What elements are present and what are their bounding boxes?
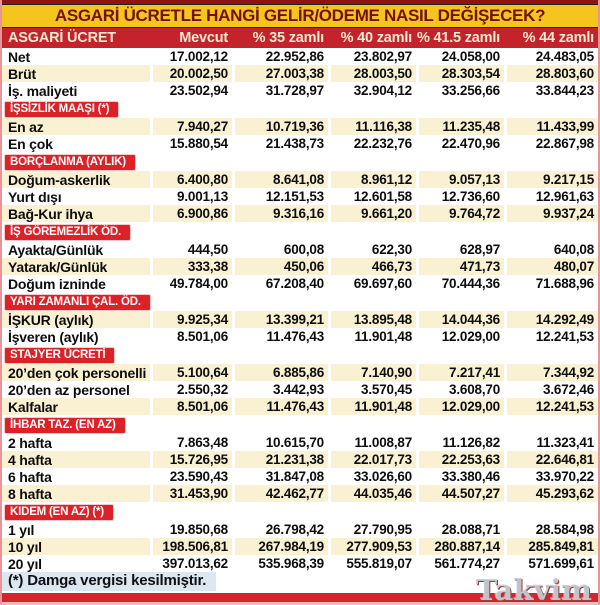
table-row xyxy=(2,485,598,502)
row-label: Ayakta/Günlük xyxy=(2,241,150,258)
cell-value: 450,06 xyxy=(232,258,328,275)
table-row xyxy=(2,241,598,258)
section-header-row xyxy=(2,345,598,364)
row-label: Doğum izninde xyxy=(2,275,150,292)
table-row xyxy=(2,171,598,188)
table-row xyxy=(2,451,598,468)
cell-value: 12.241,53 xyxy=(504,398,598,415)
cell-value: 8.961,12 xyxy=(328,171,416,188)
cell-value: 471,73 xyxy=(416,258,504,275)
cell-value: 11.126,82 xyxy=(416,434,504,451)
table-row xyxy=(2,538,598,555)
cell-value: 444,50 xyxy=(150,241,232,258)
corner-label: ASGARİ ÜCRET xyxy=(2,28,150,48)
cell-value: 33.970,22 xyxy=(504,468,598,485)
table-row xyxy=(2,82,598,99)
cell-value: 12.151,53 xyxy=(232,188,328,205)
section-badge: STAJYER ÜCRETİ xyxy=(4,347,115,364)
cell-value: 45.293,62 xyxy=(504,485,598,502)
column-header-40: % 40 zamlı xyxy=(328,28,416,48)
cell-value: 13.399,21 xyxy=(232,311,328,328)
table-row xyxy=(2,364,598,381)
cell-value: 277.909,53 xyxy=(328,538,416,555)
cell-value: 9.937,24 xyxy=(504,205,598,222)
cell-value: 11.433,99 xyxy=(504,118,598,135)
cell-value: 20.002,50 xyxy=(150,65,232,82)
cell-value: 28.803,60 xyxy=(504,65,598,82)
section-header-row xyxy=(2,99,598,118)
cell-value: 13.895,48 xyxy=(328,311,416,328)
cell-value: 7.344,92 xyxy=(504,364,598,381)
row-label: 1 yıl xyxy=(2,521,150,538)
row-label: 20’den az personel xyxy=(2,381,150,398)
cell-value: 555.819,07 xyxy=(328,555,416,572)
cell-value: 10.615,70 xyxy=(232,434,328,451)
cell-value: 466,73 xyxy=(328,258,416,275)
cell-value: 32.904,12 xyxy=(328,82,416,99)
footnote: (*) Damga vergisi kesilmiştir. xyxy=(2,572,216,591)
cell-value: 571.699,61 xyxy=(504,555,598,572)
cell-value: 27.003,38 xyxy=(232,65,328,82)
section-badge: YARI ZAMANLI ÇAL. ÖD. xyxy=(4,294,151,311)
cell-value: 6.900,86 xyxy=(150,205,232,222)
cell-value: 5.100,64 xyxy=(150,364,232,381)
cell-value: 12.601,58 xyxy=(328,188,416,205)
cell-value: 7.940,27 xyxy=(150,118,232,135)
cell-value: 33.256,66 xyxy=(416,82,504,99)
section-header-row xyxy=(2,415,598,434)
table-row xyxy=(2,398,598,415)
table-row xyxy=(2,328,598,345)
row-label: 2 hafta xyxy=(2,434,150,451)
cell-value: 49.784,00 xyxy=(150,275,232,292)
cell-value: 11.476,43 xyxy=(232,328,328,345)
cell-value: 33.380,46 xyxy=(416,468,504,485)
section-badge: BORÇLANMA (AYLIK) xyxy=(4,154,136,171)
takvim-logo: Takvim xyxy=(475,573,592,605)
cell-value: 535.968,39 xyxy=(232,555,328,572)
cell-value: 33.026,60 xyxy=(328,468,416,485)
cell-value: 12.736,60 xyxy=(416,188,504,205)
cell-value: 12.241,53 xyxy=(504,328,598,345)
cell-value: 198.506,81 xyxy=(150,538,232,555)
cell-value: 24.058,00 xyxy=(416,48,504,65)
cell-value: 23.802,97 xyxy=(328,48,416,65)
cell-value: 22.232,76 xyxy=(328,135,416,152)
section-header-row xyxy=(2,222,598,241)
cell-value: 3.608,70 xyxy=(416,381,504,398)
cell-value: 31.728,97 xyxy=(232,82,328,99)
cell-value: 33.844,23 xyxy=(504,82,598,99)
cell-value: 12.961,63 xyxy=(504,188,598,205)
cell-value: 28.584,98 xyxy=(504,521,598,538)
row-label: En çok xyxy=(2,135,150,152)
cell-value: 31.453,90 xyxy=(150,485,232,502)
section-badge: İHBAR TAZ. (EN AZ) xyxy=(4,417,126,434)
row-label: 4 hafta xyxy=(2,451,150,468)
cell-value: 11.476,43 xyxy=(232,398,328,415)
table-header-band xyxy=(2,28,598,48)
cell-value: 15.880,54 xyxy=(150,135,232,152)
cell-value: 15.726,95 xyxy=(150,451,232,468)
table-row xyxy=(2,135,598,152)
cell-value: 9.661,20 xyxy=(328,205,416,222)
table-row xyxy=(2,188,598,205)
cell-value: 19.850,68 xyxy=(150,521,232,538)
row-label: İş. maliyeti xyxy=(2,82,150,99)
cell-value: 3.570,45 xyxy=(328,381,416,398)
table-row xyxy=(2,521,598,538)
table-row xyxy=(2,48,598,65)
cell-value: 7.863,48 xyxy=(150,434,232,451)
page-title: ASGARİ ÜCRETLE HANGİ GELİR/ÖDEME NASIL DEĞİŞECEK? xyxy=(2,4,598,28)
cell-value: 24.483,05 xyxy=(504,48,598,65)
table-row xyxy=(2,205,598,222)
row-label: 20 yıl xyxy=(2,555,150,572)
cell-value: 31.847,08 xyxy=(232,468,328,485)
cell-value: 9.316,16 xyxy=(232,205,328,222)
cell-value: 28.003,50 xyxy=(328,65,416,82)
cell-value: 397.013,62 xyxy=(150,555,232,572)
cell-value: 70.444,36 xyxy=(416,275,504,292)
wage-table xyxy=(2,28,598,572)
cell-value: 22.952,86 xyxy=(232,48,328,65)
cell-value: 11.901,48 xyxy=(328,398,416,415)
table-row xyxy=(2,468,598,485)
cell-value: 8.641,08 xyxy=(232,171,328,188)
cell-value: 11.901,48 xyxy=(328,328,416,345)
cell-value: 628,97 xyxy=(416,241,504,258)
row-label: En az xyxy=(2,118,150,135)
cell-value: 22.470,96 xyxy=(416,135,504,152)
cell-value: 285.849,81 xyxy=(504,538,598,555)
header-row xyxy=(2,28,598,48)
cell-value: 6.885,86 xyxy=(232,364,328,381)
row-label: Kalfalar xyxy=(2,398,150,415)
cell-value: 2.550,32 xyxy=(150,381,232,398)
row-label: Yurt dışı xyxy=(2,188,150,205)
table-row xyxy=(2,118,598,135)
cell-value: 22.017,73 xyxy=(328,451,416,468)
cell-value: 622,30 xyxy=(328,241,416,258)
table-row xyxy=(2,434,598,451)
section-badge: KIDEM (EN AZ) (*) xyxy=(4,504,114,521)
cell-value: 8.501,06 xyxy=(150,328,232,345)
cell-value: 9.925,34 xyxy=(150,311,232,328)
cell-value: 14.044,36 xyxy=(416,311,504,328)
row-label: Bağ-Kur ihya xyxy=(2,205,150,222)
section-badge: İŞ GÖREMEZLİK ÖD. xyxy=(4,224,131,241)
cell-value: 14.292,49 xyxy=(504,311,598,328)
table-row xyxy=(2,275,598,292)
cell-value: 44.507,27 xyxy=(416,485,504,502)
cell-value: 480,07 xyxy=(504,258,598,275)
table-row xyxy=(2,311,598,328)
cell-value: 28.303,54 xyxy=(416,65,504,82)
cell-value: 11.323,41 xyxy=(504,434,598,451)
row-label: 8 hafta xyxy=(2,485,150,502)
cell-value: 22.646,81 xyxy=(504,451,598,468)
cell-value: 9.001,13 xyxy=(150,188,232,205)
cell-value: 69.697,60 xyxy=(328,275,416,292)
column-header-mevcut: Mevcut xyxy=(150,28,232,48)
cell-value: 44.035,46 xyxy=(328,485,416,502)
cell-value: 10.719,36 xyxy=(232,118,328,135)
cell-value: 23.502,94 xyxy=(150,82,232,99)
row-label: Brüt xyxy=(2,65,150,82)
row-label: İşveren (aylık) xyxy=(2,328,150,345)
table-row xyxy=(2,258,598,275)
table-row xyxy=(2,555,598,572)
cell-value: 26.798,42 xyxy=(232,521,328,538)
cell-value: 6.400,80 xyxy=(150,171,232,188)
cell-value: 23.590,43 xyxy=(150,468,232,485)
cell-value: 22.253,63 xyxy=(416,451,504,468)
cell-value: 11.008,87 xyxy=(328,434,416,451)
cell-value: 640,08 xyxy=(504,241,598,258)
cell-value: 21.231,38 xyxy=(232,451,328,468)
cell-value: 267.984,19 xyxy=(232,538,328,555)
cell-value: 7.217,41 xyxy=(416,364,504,381)
cell-value: 561.774,27 xyxy=(416,555,504,572)
row-label: 6 hafta xyxy=(2,468,150,485)
row-label: Doğum-askerlik xyxy=(2,171,150,188)
cell-value: 12.029,00 xyxy=(416,398,504,415)
cell-value: 42.462,77 xyxy=(232,485,328,502)
cell-value: 12.029,00 xyxy=(416,328,504,345)
column-header-41-5: % 41.5 zamlı xyxy=(416,28,504,48)
table-body xyxy=(2,48,598,572)
cell-value: 21.438,73 xyxy=(232,135,328,152)
cell-value: 9.217,15 xyxy=(504,171,598,188)
cell-value: 11.235,48 xyxy=(416,118,504,135)
cell-value: 17.002,12 xyxy=(150,48,232,65)
section-header-row xyxy=(2,292,598,311)
cell-value: 3.672,46 xyxy=(504,381,598,398)
column-header-44: % 44 zamlı xyxy=(504,28,598,48)
cell-value: 7.140,90 xyxy=(328,364,416,381)
cell-value: 9.057,13 xyxy=(416,171,504,188)
cell-value: 8.501,06 xyxy=(150,398,232,415)
cell-value: 11.116,38 xyxy=(328,118,416,135)
cell-value: 67.208,40 xyxy=(232,275,328,292)
section-header-row xyxy=(2,152,598,171)
table-row xyxy=(2,381,598,398)
cell-value: 600,08 xyxy=(232,241,328,258)
cell-value: 27.790,95 xyxy=(328,521,416,538)
row-label: Net xyxy=(2,48,150,65)
column-header-35: % 35 zamlı xyxy=(232,28,328,48)
row-label: Yatarak/Günlük xyxy=(2,258,150,275)
cell-value: 71.688,96 xyxy=(504,275,598,292)
row-label: 10 yıl xyxy=(2,538,150,555)
cell-value: 280.887,14 xyxy=(416,538,504,555)
cell-value: 333,38 xyxy=(150,258,232,275)
section-header-row xyxy=(2,502,598,521)
row-label: İŞKUR (aylık) xyxy=(2,311,150,328)
table-row xyxy=(2,65,598,82)
row-label: 20’den çok personelli xyxy=(2,364,150,381)
cell-value: 9.764,72 xyxy=(416,205,504,222)
section-badge: İŞSİZLİK MAAŞI (*) xyxy=(4,101,119,118)
cell-value: 28.088,71 xyxy=(416,521,504,538)
cell-value: 3.442,93 xyxy=(232,381,328,398)
cell-value: 22.867,98 xyxy=(504,135,598,152)
